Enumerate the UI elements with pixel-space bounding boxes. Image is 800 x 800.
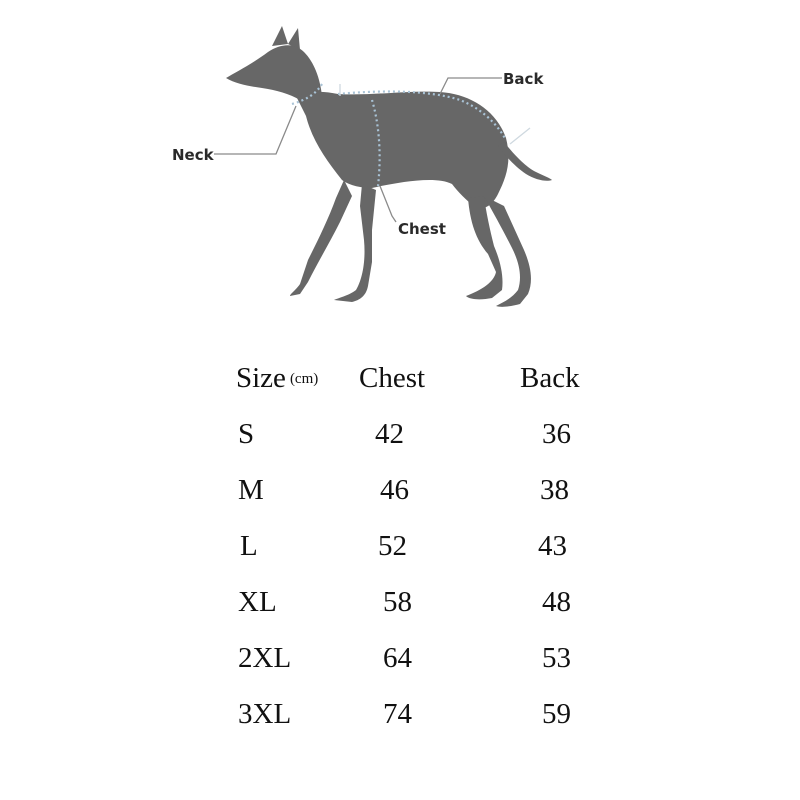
chest-header: Chest — [359, 362, 426, 394]
back-cell: 38 — [540, 474, 569, 506]
size-cell: XL — [238, 586, 277, 618]
size-cell: M — [238, 474, 264, 506]
size-cell: S — [238, 418, 255, 450]
size-header-label: Size — [236, 362, 286, 394]
chest-cell: 74 — [383, 698, 412, 730]
back-header: Back — [520, 362, 580, 394]
chest-cell: 58 — [383, 586, 412, 618]
back-cell: 53 — [542, 642, 571, 674]
size-cell: L — [240, 530, 258, 562]
back-cell: 36 — [542, 418, 571, 450]
size-cell: 2XL — [238, 642, 292, 674]
size-header — [236, 362, 318, 395]
unit-label: (cm) — [289, 371, 319, 387]
chest-cell: 64 — [383, 642, 412, 674]
chest-cell: 42 — [375, 418, 404, 450]
back-cell: 48 — [542, 586, 571, 618]
back-cell: 43 — [538, 530, 567, 562]
neck-callout-label: Neck — [172, 146, 214, 164]
back-callout-label: Back — [503, 70, 544, 88]
size-cell: 3XL — [238, 698, 292, 730]
back-cell: 59 — [542, 698, 571, 730]
chest-cell: 52 — [378, 530, 407, 562]
chest-callout-label: Chest — [398, 220, 446, 238]
chest-cell: 46 — [380, 474, 409, 506]
